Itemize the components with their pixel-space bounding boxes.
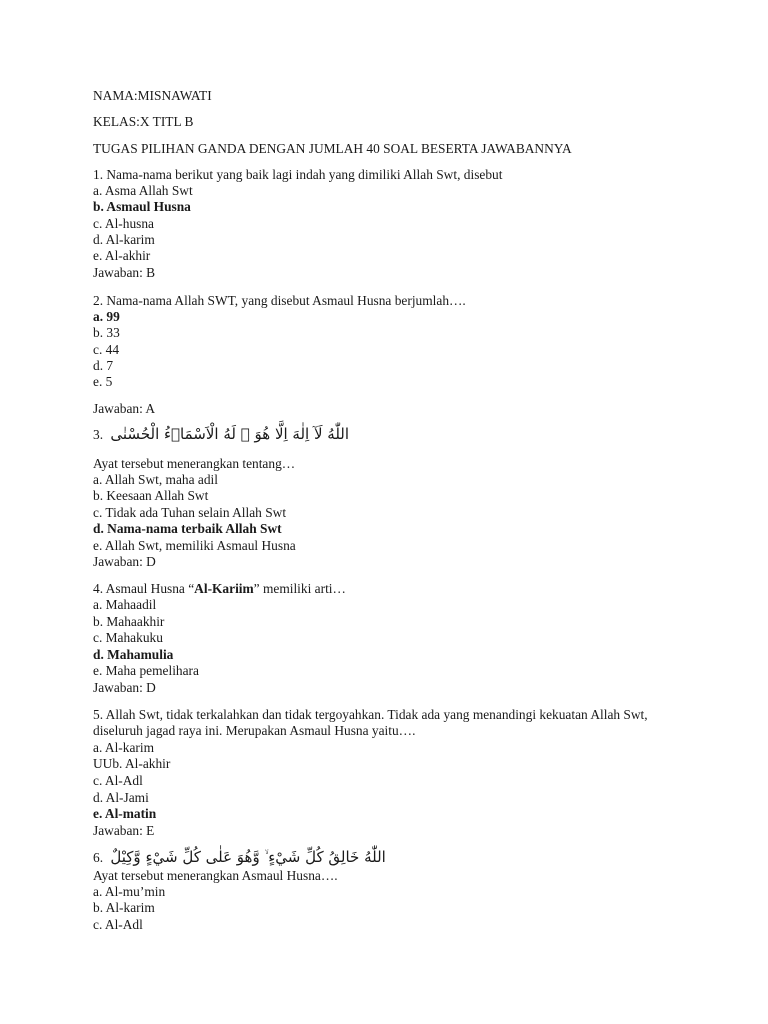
q4-answer: Jawaban: D bbox=[93, 680, 156, 695]
q2-option-a: a. 99 bbox=[93, 309, 120, 324]
q1-option-b: b. Asmaul Husna bbox=[93, 199, 191, 214]
student-class: KELAS:X TITL B bbox=[93, 114, 194, 129]
question-4: 4. Asmaul Husna “Al-Kariim” memiliki arti… bbox=[93, 581, 346, 596]
question-5: 5. Allah Swt, tidak terkalahkan dan tidak tergoyahkan. Tidak ada yang menandingi kekuatan Allah Swt, diseluruh jagad raya ini. Merupakan Asmaul Husna yaitu…. bbox=[93, 707, 648, 739]
q1-option-d: d. Al-karim bbox=[93, 232, 155, 247]
q5-option-a: a. Al-karim bbox=[93, 740, 154, 755]
q5-answer: Jawaban: E bbox=[93, 823, 155, 838]
q3-answer: Jawaban: D bbox=[93, 554, 156, 569]
q6-arabic-verse: اللّٰهُ خَالِقُ كُلِّ شَيْءٍ ۙ وَّهُوَ عَلٰى كُلِّ شَيْءٍ وَّكِيْلٌ bbox=[110, 848, 386, 866]
q5-option-d: d. Al-Jami bbox=[93, 790, 149, 805]
q5-option-e: e. Al-matin bbox=[93, 806, 157, 821]
q6-option-c: c. Al-Adl bbox=[93, 917, 143, 932]
q3-number: 3. bbox=[93, 427, 104, 442]
question-2: 2. Nama-nama Allah SWT, yang disebut Asmaul Husna berjumlah…. bbox=[93, 293, 466, 308]
q2-option-d: d. 7 bbox=[93, 358, 114, 373]
q5-option-b: UUb. Al-akhir bbox=[93, 756, 171, 771]
q3-option-e: e. Allah Swt, memiliki Asmaul Husna bbox=[93, 538, 296, 553]
question-1: 1. Nama-nama berikut yang baik lagi indah yang dimiliki Allah Swt, disebut bbox=[93, 167, 503, 182]
q1-answer: Jawaban: B bbox=[93, 265, 156, 280]
q6-option-b: b. Al-karim bbox=[93, 900, 155, 915]
q1-option-c: c. Al-husna bbox=[93, 216, 154, 231]
q1-option-e: e. Al-akhir bbox=[93, 248, 151, 263]
q4-option-a: a. Mahaadil bbox=[93, 597, 157, 612]
q4-option-c: c. Mahakuku bbox=[93, 630, 163, 645]
q2-answer: Jawaban: A bbox=[93, 401, 156, 416]
q2-option-b: b. 33 bbox=[93, 325, 120, 340]
q3-option-c: c. Tidak ada Tuhan selain Allah Swt bbox=[93, 505, 287, 520]
q2-option-c: c. 44 bbox=[93, 342, 120, 357]
q5-option-c: c. Al-Adl bbox=[93, 773, 143, 788]
student-name: NAMA:MISNAWATI bbox=[93, 88, 212, 103]
q1-option-a: a. Asma Allah Swt bbox=[93, 183, 193, 198]
q3-option-a: a. Allah Swt, maha adil bbox=[93, 472, 218, 487]
q3-option-d: d. Nama-nama terbaik Allah Swt bbox=[93, 521, 282, 536]
q4-option-d: d. Mahamulia bbox=[93, 647, 174, 662]
q6-prompt: Ayat tersebut menerangkan Asmaul Husna…. bbox=[93, 868, 338, 883]
question-3 bbox=[93, 426, 349, 443]
q2-option-e: e. 5 bbox=[93, 374, 113, 389]
q3-prompt: Ayat tersebut menerangkan tentang… bbox=[93, 456, 296, 471]
question-6 bbox=[93, 849, 386, 866]
q3-arabic-verse: اللّٰهُ لَآ اِلٰهَ اِلَّا هُوَ ۗ لَهُ الْاَسْمَاۤءُ الْحُسْنٰى bbox=[110, 425, 350, 443]
q4-option-b: b. Mahaakhir bbox=[93, 614, 165, 629]
q4-option-e: e. Maha pemelihara bbox=[93, 663, 199, 678]
assignment-title: TUGAS PILIHAN GANDA DENGAN JUMLAH 40 SOAL BESERTA JAWABANNYA bbox=[93, 141, 572, 156]
q6-number: 6. bbox=[93, 850, 104, 865]
q6-option-a: a. Al-mu’min bbox=[93, 884, 166, 899]
q3-option-b: b. Keesaan Allah Swt bbox=[93, 488, 209, 503]
